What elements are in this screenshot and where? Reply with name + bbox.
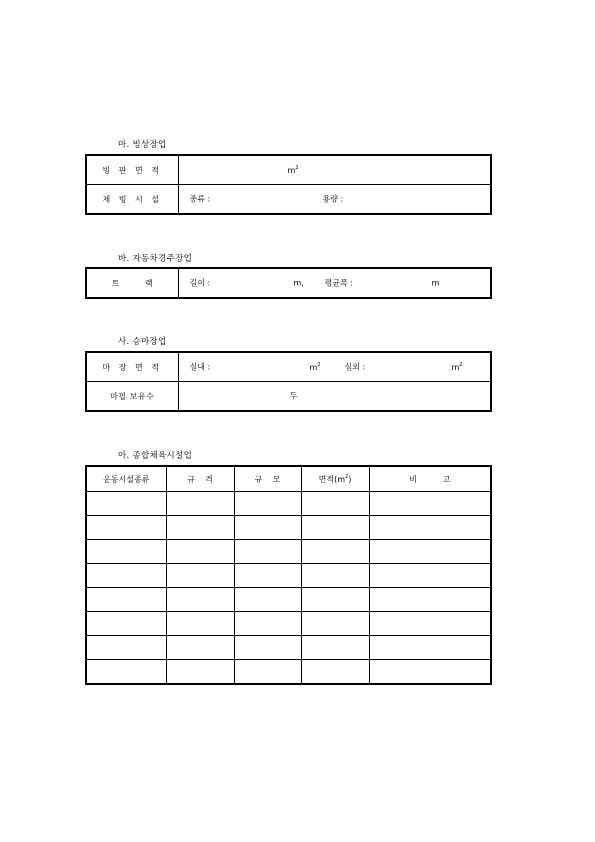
horses-label: 마필 보유수: [86, 382, 178, 412]
ice-type-label: 종류 :: [189, 194, 211, 204]
riding-area-field[interactable]: [178, 352, 491, 382]
table-row: [86, 588, 491, 612]
table-cell[interactable]: [234, 516, 301, 540]
table-cell[interactable]: [86, 660, 166, 685]
header-remarks: 비 고: [369, 466, 491, 492]
table-cell[interactable]: [301, 660, 369, 685]
table-cell[interactable]: [234, 588, 301, 612]
table-cell[interactable]: [166, 540, 234, 564]
indoor-label: 실내 :: [189, 362, 211, 372]
riding-area-label: 마 장 면 적: [86, 352, 178, 382]
table-cell[interactable]: [369, 492, 491, 516]
horses-field[interactable]: [178, 382, 491, 412]
ice-facility-row: [86, 185, 491, 215]
table-cell[interactable]: [369, 660, 491, 685]
table-row: [86, 540, 491, 564]
table-cell[interactable]: [369, 588, 491, 612]
table-cell[interactable]: [301, 492, 369, 516]
ice-area-row: [86, 155, 491, 185]
table-cell[interactable]: [166, 660, 234, 685]
table-cell[interactable]: [369, 540, 491, 564]
horse-riding-table: [85, 351, 492, 412]
indoor-unit: $m^2$: [309, 362, 321, 372]
table-cell[interactable]: [234, 612, 301, 636]
section-title-horse-riding: 사. 승마장업: [118, 337, 167, 347]
table-row: [86, 516, 491, 540]
horses-unit: 두: [289, 391, 298, 401]
section-title-ice-rink: 마. 빙상장업: [118, 140, 167, 150]
table-cell[interactable]: [301, 636, 369, 660]
ice-capacity-label: 용량 :: [322, 194, 344, 204]
table-cell[interactable]: [166, 516, 234, 540]
table-cell[interactable]: [369, 636, 491, 660]
track-field[interactable]: [178, 268, 491, 298]
table-row: [86, 636, 491, 660]
table-cell[interactable]: [86, 588, 166, 612]
ice-facility-label: 제 빙 시 설: [86, 185, 178, 215]
ice-facility-field[interactable]: [178, 185, 491, 215]
table-cell[interactable]: [166, 612, 234, 636]
table-cell[interactable]: [369, 612, 491, 636]
table-cell[interactable]: [301, 564, 369, 588]
table-cell[interactable]: [86, 516, 166, 540]
horses-row: [86, 382, 491, 412]
table-cell[interactable]: [234, 660, 301, 685]
table-cell[interactable]: [301, 516, 369, 540]
outdoor-unit: $m^2$: [451, 362, 463, 372]
ice-rink-table: [85, 154, 492, 215]
table-cell[interactable]: [166, 588, 234, 612]
table-cell[interactable]: [166, 564, 234, 588]
track-length-unit: m,: [293, 278, 304, 288]
table-cell[interactable]: [369, 564, 491, 588]
table-cell[interactable]: [234, 564, 301, 588]
track-avg-width-unit: m: [431, 278, 440, 288]
header-facility-type: 운동시설종류: [86, 466, 166, 492]
table-cell[interactable]: [86, 540, 166, 564]
table-cell[interactable]: [234, 636, 301, 660]
table-cell[interactable]: [234, 540, 301, 564]
table-row: [86, 612, 491, 636]
table-cell[interactable]: [369, 516, 491, 540]
track-label: 트 랙: [86, 268, 178, 298]
ice-area-unit: $m^2$: [287, 165, 299, 175]
section-title-auto-race: 바. 자동차경주장업: [118, 254, 193, 264]
header-spec: 규 격: [166, 466, 234, 492]
outdoor-label: 실외 :: [344, 362, 366, 372]
table-cell[interactable]: [301, 588, 369, 612]
table-row: [86, 492, 491, 516]
track-avg-width-label: 평균폭 :: [324, 278, 353, 288]
table-cell[interactable]: [86, 636, 166, 660]
table-cell[interactable]: [301, 612, 369, 636]
table-cell[interactable]: [234, 492, 301, 516]
ice-area-label: 빙 판 면 적: [86, 155, 178, 185]
table-cell[interactable]: [166, 636, 234, 660]
table-row: [86, 564, 491, 588]
table-cell[interactable]: [166, 492, 234, 516]
header-area: 면적$(m^2)$: [301, 466, 369, 492]
sports-header-row: [86, 466, 491, 492]
section-title-sports-complex: 아. 종합체육시설업: [118, 451, 193, 461]
table-cell[interactable]: [86, 564, 166, 588]
track-length-label: 길이 :: [189, 278, 211, 288]
table-cell[interactable]: [86, 492, 166, 516]
auto-race-table: [85, 267, 492, 299]
table-cell[interactable]: [301, 540, 369, 564]
riding-area-row: [86, 352, 491, 382]
track-row: [86, 268, 491, 298]
ice-area-field[interactable]: [178, 155, 491, 185]
table-row: [86, 660, 491, 685]
sports-complex-table: [85, 465, 492, 685]
header-scale: 규 모: [234, 466, 301, 492]
table-cell[interactable]: [86, 612, 166, 636]
